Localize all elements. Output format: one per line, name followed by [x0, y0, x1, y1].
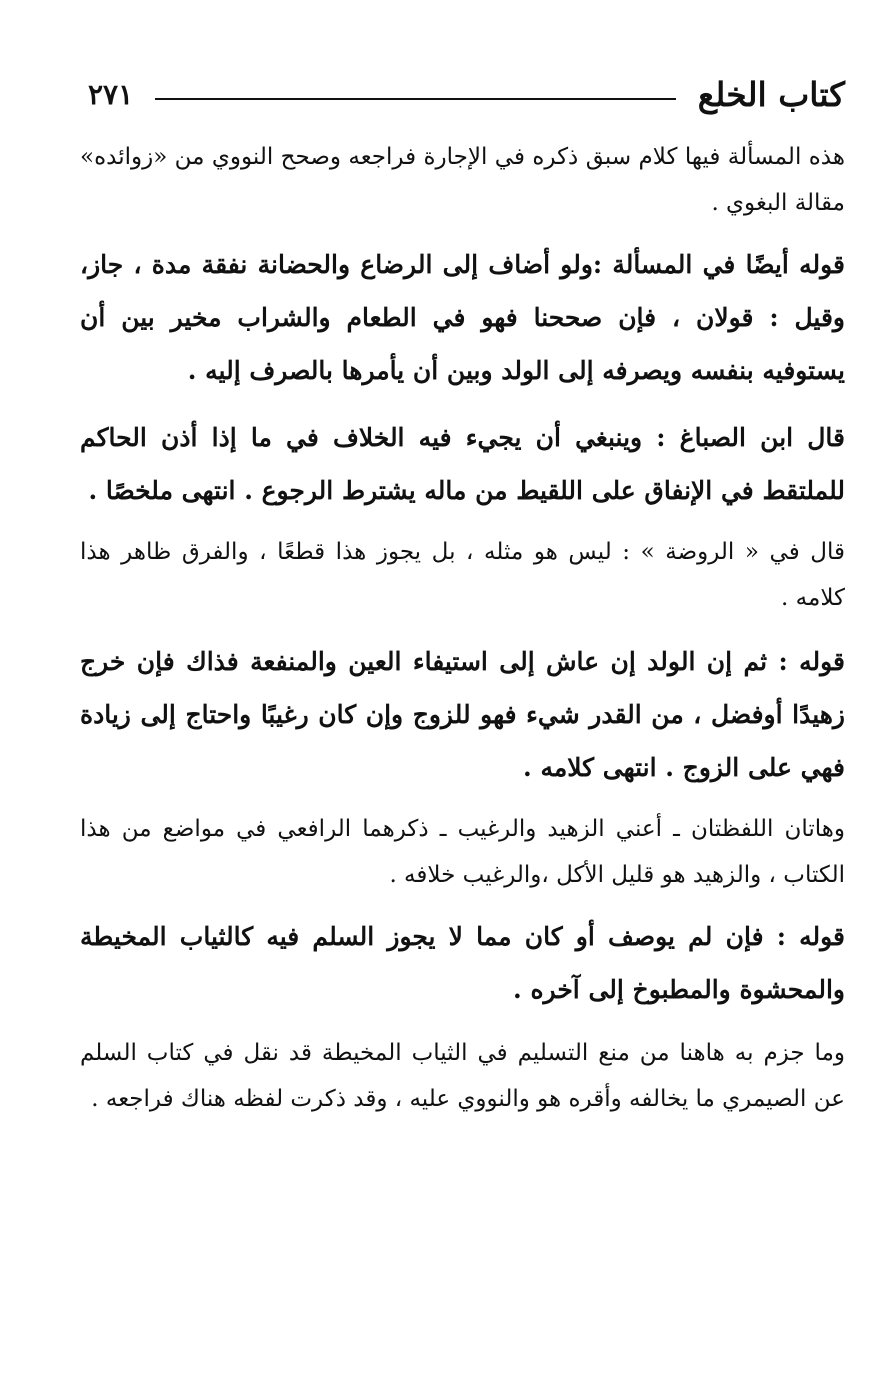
paragraph-quote-3: قوله : ثم إن الولد إن عاش إلى استيفاء العين والمنفعة فذاك فإن خرج زهيدًا أوفضل ، من القدر شيء فهو للزوج وإن كان رغيبًا واحتاج إلى زيادة فهي على الزوج . انتهى كلامه .	[80, 647, 845, 782]
running-header	[88, 72, 845, 118]
paragraph-quote-1: قوله أيضًا في المسألة :ولو أضاف إلى الرضاع والحضانة نفقة مدة ، جاز، وقيل : قولان ، فإن صححنا فهو في الطعام والشراب مخير بين أن يستوفيه بنفسه ويصرفه إلى الولد وبين أن يأمرها بالصرف إليه .	[80, 250, 845, 385]
paragraph-commentary-3: وهاتان اللفظتان ـ أعني الزهيد والرغيب ـ ذكرهما الرافعي في مواضع من هذا الكتاب ، والزهيد هو قليل الأكل ،والرغيب خلافه .	[80, 816, 845, 888]
paragraph-quote-2: قال ابن الصباغ : وينبغي أن يجيء فيه الخلاف في ما إذا أذن الحاكم للملتقط في الإنفاق على اللقيط من ماله يشترط الرجوع . انتهى ملخصًا .	[80, 423, 845, 505]
page-body	[80, 134, 845, 1122]
header-rule	[155, 98, 676, 100]
paragraph-quote-4: قوله : فإن لم يوصف أو كان مما لا يجوز السلم فيه كالثياب المخيطة والمحشوة والمطبوخ إلى آخره .	[80, 922, 845, 1004]
paragraph-commentary-1: هذه المسألة فيها كلام سبق ذكره في الإجارة فراجعه وصحح النووي من «زوائده» مقالة البغوي .	[80, 144, 845, 216]
paragraph-commentary-2: قال في « الروضة » : ليس هو مثله ، بل يجوز هذا قطعًا ، والفرق ظاهر هذا كلامه .	[80, 539, 845, 611]
page-number: ٢٧١	[88, 78, 134, 111]
chapter-title: كتاب الخلع	[697, 75, 845, 114]
paragraph-commentary-4: وما جزم به هاهنا من منع التسليم في الثياب المخيطة قد نقل في كتاب السلم عن الصيمري ما يخالفه وأقره هو والنووي عليه ، وقد ذكرت لفظه هناك فراجعه .	[80, 1040, 845, 1112]
